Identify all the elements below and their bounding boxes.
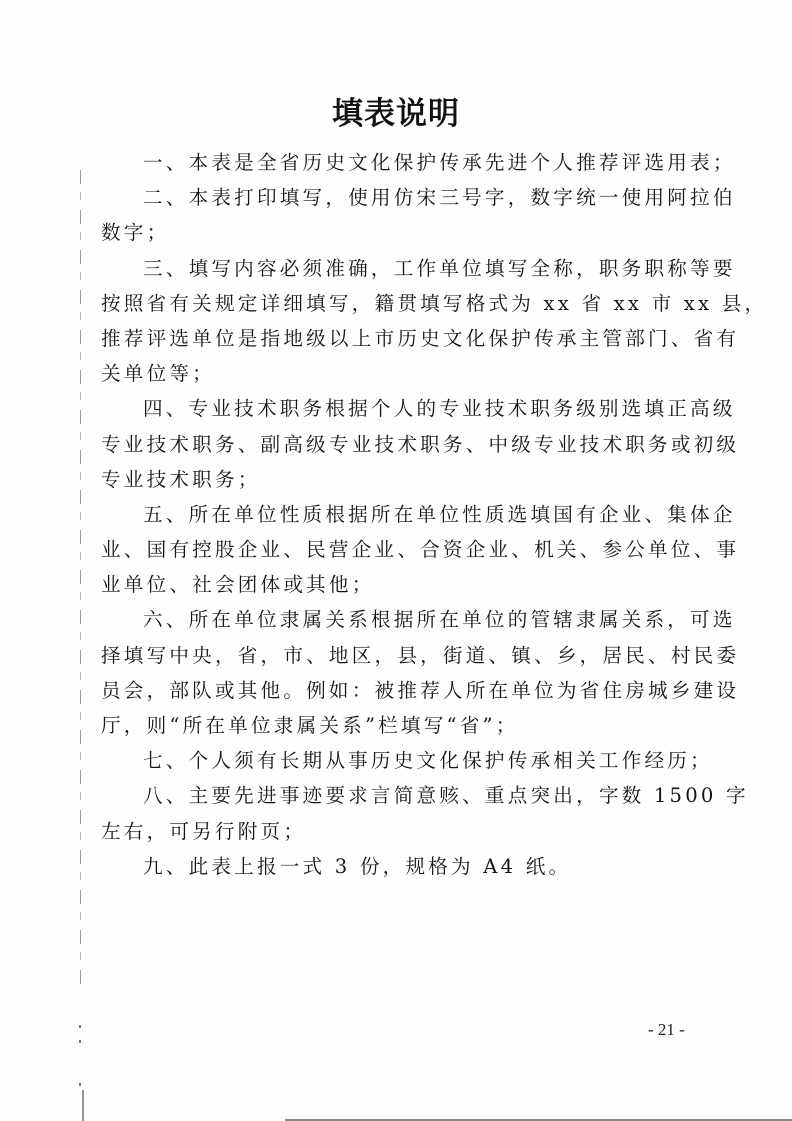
instructions-body — [101, 145, 768, 884]
instruction-line: 九、此表上报一式 3 份，规格为 A4 纸。 — [143, 854, 572, 878]
page-title: 填表说明 — [332, 96, 460, 132]
instruction-line: 关单位等； — [101, 362, 215, 386]
instruction-line: 业单位、社会团体或其他； — [101, 573, 375, 597]
instruction-line: 按照省有关规定详细填写，籍贯填写格式为 xx 省 xx 市 xx 县， — [101, 291, 768, 315]
instruction-line: 六、所在单位隶属关系根据所在单位的管辖隶属关系，可选 — [143, 608, 736, 632]
instruction-line: 三、填写内容必须准确，工作单位填写全称，职务职称等要 — [143, 256, 736, 280]
binding-margin-line — [80, 170, 81, 990]
instruction-line: 厅，则“所在单位隶属关系”栏填写“省”； — [101, 714, 519, 737]
page-number: - 21 - — [648, 1020, 685, 1039]
instruction-line: 择填写中央，省，市、地区，县，街道、镇、乡，居民、村民委 — [101, 643, 740, 667]
binding-mark — [79, 1025, 81, 1028]
instruction-line: 推荐评选单位是指地级以上市历史文化保护传承主管部门、省有 — [101, 326, 740, 350]
instruction-line: 数字； — [101, 221, 170, 245]
instruction-line: 二、本表打印填写，使用仿宋三号字，数字统一使用阿拉伯 — [143, 186, 736, 210]
binding-mark — [79, 1083, 81, 1086]
binding-mark — [79, 1040, 81, 1043]
instruction-line: 专业技术职务、副高级专业技术职务、中级专业技术职务或初级 — [101, 432, 740, 456]
instruction-line: 八、主要先进事迹要求言简意赅、重点突出，字数 1500 字 — [143, 784, 749, 808]
instruction-line: 员会，部队或其他。例如：被推荐人所在单位为省住房城乡建设 — [101, 678, 740, 702]
instruction-line: 四、专业技术职务根据个人的专业技术职务级别选填正高级 — [143, 397, 736, 421]
instruction-line: 七、个人须有长期从事历史文化保护传承相关工作经历； — [143, 749, 713, 773]
binding-margin-line — [82, 1090, 84, 1121]
instruction-line: 一、本表是全省历史文化保护传承先进个人推荐评选用表； — [143, 151, 736, 174]
instruction-line: 专业技术职务； — [101, 467, 261, 491]
instruction-line: 左右，可另行附页； — [101, 819, 307, 843]
instruction-line: 五、所在单位性质根据所在单位性质选填国有企业、集体企 — [143, 502, 736, 526]
instruction-line: 业、国有控股企业、民营企业、合资企业、机关、参公单位、事 — [101, 538, 740, 562]
